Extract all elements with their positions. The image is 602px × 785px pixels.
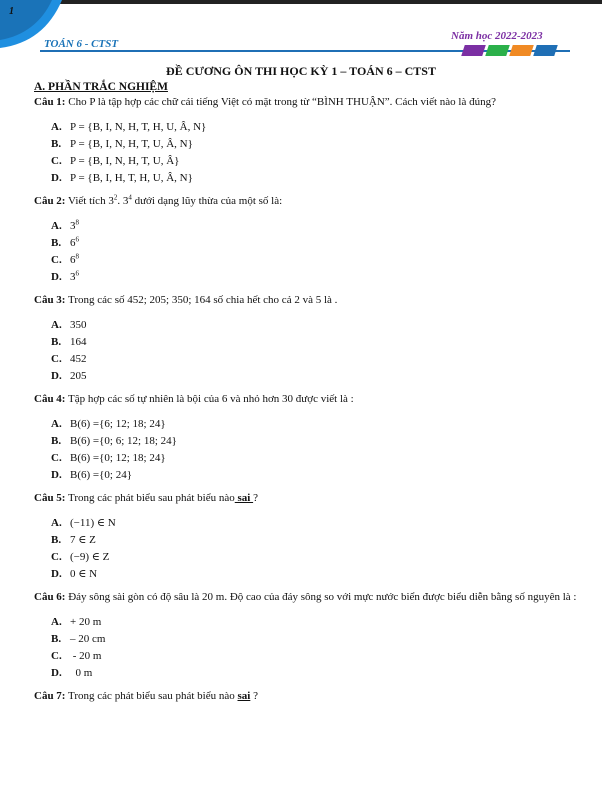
option-letter: A. (51, 319, 62, 331)
option-base: 6 (70, 254, 76, 266)
option-letter: D. (51, 568, 62, 580)
option-text: B(6) ={6; 12; 18; 24} (70, 418, 166, 430)
option-text: 164 (70, 336, 87, 348)
option-4a (51, 416, 579, 433)
option-5b (51, 532, 579, 549)
question-tail: ? (250, 690, 258, 702)
option-letter: B. (51, 138, 62, 150)
question-text: dưới dạng lũy thừa của một số là: (131, 195, 283, 207)
question-2 (34, 194, 579, 209)
subject-label: TOÁN 6 - CTST (44, 38, 119, 50)
expr-base: 3 (122, 195, 129, 207)
option-base: 3 (70, 220, 76, 232)
option-5d (51, 566, 579, 583)
option-3d (51, 368, 579, 385)
option-text: – 20 cm (70, 633, 106, 645)
option-4c (51, 450, 579, 467)
question-label: Câu 5: (34, 492, 66, 504)
question-label: Câu 4: (34, 393, 66, 405)
question-7 (34, 689, 579, 704)
option-6c (51, 648, 579, 665)
option-base: 6 (70, 237, 76, 249)
option-text: B(6) ={0; 12; 18; 24} (70, 452, 166, 464)
option-6b (51, 631, 579, 648)
option-4d (51, 467, 579, 484)
option-2a (51, 218, 579, 235)
option-letter: A. (51, 517, 62, 529)
expr-base: 3 (108, 195, 114, 207)
option-text: + 20 m (70, 616, 102, 628)
question-text: Viết tích (68, 195, 109, 207)
expr-exponent: 4 (128, 193, 132, 202)
option-3b (51, 334, 579, 351)
option-text: P = {B, I, N, H, T, U, Â} (70, 155, 180, 167)
option-exponent: 6 (75, 235, 79, 244)
option-text: (−9) ∈ Z (70, 551, 110, 563)
option-text: (−11) ∈ N (70, 517, 116, 529)
option-2c (51, 252, 579, 269)
option-letter: C. (51, 452, 62, 464)
question-label: Câu 2: (34, 195, 66, 207)
question-text: Trong các phát biểu sau phát biểu nào (68, 492, 235, 504)
option-2b (51, 235, 579, 252)
option-letter: A. (51, 616, 62, 628)
options-2 (51, 218, 579, 286)
question-label: Câu 7: (34, 690, 66, 702)
option-letter: D. (51, 172, 62, 184)
option-letter: B. (51, 534, 62, 546)
option-exponent: 8 (75, 252, 79, 261)
option-6a (51, 614, 579, 631)
option-1a (51, 119, 579, 136)
option-text: B(6) ={0; 24} (70, 469, 132, 481)
option-3a (51, 317, 579, 334)
option-1d (51, 170, 579, 187)
option-3c (51, 351, 579, 368)
expr-exponent: 2 (113, 193, 118, 202)
color-stripes (463, 45, 556, 56)
option-5a (51, 515, 579, 532)
option-letter: A. (51, 418, 62, 430)
stripe-green (485, 45, 510, 56)
expr-dot: . (117, 195, 123, 207)
stripe-blue (533, 45, 558, 56)
option-1b (51, 136, 579, 153)
question-text: Đáy sông sài gòn có độ sâu là 20 m. Độ cao của đáy sông so với mực nước biển được biểu diễn bằng số nguyên là : (68, 591, 577, 603)
option-text: P = {B, I, H, T, H, U, Â, N} (70, 172, 193, 184)
stripe-orange (509, 45, 534, 56)
option-base: 3 (70, 271, 76, 283)
question-label: Câu 6: (34, 591, 66, 603)
options-5 (51, 515, 579, 583)
question-6 (34, 590, 579, 605)
question-4 (34, 392, 579, 407)
question-text: Trong các số 452; 205; 350; 164 số chia hết cho cả 2 và 5 là . (68, 294, 338, 306)
option-letter: D. (51, 370, 62, 382)
option-text: B(6) ={0; 6; 12; 18; 24} (70, 435, 177, 447)
option-text: 205 (70, 370, 87, 382)
option-exponent: 6 (75, 269, 79, 278)
question-3 (34, 293, 579, 308)
emphasis-word: sai (234, 492, 254, 504)
option-letter: C. (51, 254, 62, 266)
question-text: Trong các phát biểu sau phát biểu nào (68, 690, 235, 702)
option-text: P = {B, I, N, H, T, H, U, Â, N} (70, 121, 207, 133)
question-list (34, 95, 579, 704)
question-label: Câu 1: (34, 96, 66, 108)
option-text: 0 m (70, 667, 93, 679)
page-number: 1 (9, 6, 14, 17)
options-3 (51, 317, 579, 385)
options-4 (51, 416, 579, 484)
option-exponent: 8 (75, 218, 79, 227)
document-title: ĐỀ CƯƠNG ÔN THI HỌC KỲ 1 – TOÁN 6 – CTST (166, 64, 436, 78)
option-letter: B. (51, 237, 62, 249)
question-tail: ? (253, 492, 258, 504)
option-letter: D. (51, 667, 62, 679)
option-text: 7 ∈ Z (70, 534, 96, 546)
option-4b (51, 433, 579, 450)
math-expression (108, 195, 132, 207)
question-label: Câu 3: (34, 294, 66, 306)
option-letter: A. (51, 220, 62, 232)
question-text: Cho P là tập hợp các chữ cái tiếng Việt có mặt trong từ “BÌNH THUẬN”. Cách viết nào là đúng? (68, 96, 496, 108)
question-5 (34, 491, 579, 506)
option-text: P = {B, I, N, H, T, U, Â, N} (70, 138, 193, 150)
option-letter: C. (51, 155, 62, 167)
option-letter: B. (51, 633, 62, 645)
option-letter: B. (51, 435, 62, 447)
option-letter: D. (51, 271, 62, 283)
option-text: - 20 m (70, 650, 102, 662)
options-6 (51, 614, 579, 682)
option-letter: C. (51, 650, 62, 662)
option-6d (51, 665, 579, 682)
question-text: Tập hợp các số tự nhiên là bội của 6 và nhỏ hơn 30 được viết là : (68, 393, 354, 405)
option-1c (51, 153, 579, 170)
option-letter: C. (51, 353, 62, 365)
option-text: 0 ∈ N (70, 568, 98, 580)
option-letter: A. (51, 121, 62, 133)
options-1 (51, 119, 579, 187)
question-1 (34, 95, 579, 110)
option-text: 452 (70, 353, 87, 365)
option-2d (51, 269, 579, 286)
option-letter: B. (51, 336, 62, 348)
option-text: 350 (70, 319, 87, 331)
section-heading: A. PHẦN TRẮC NGHIỆM (34, 81, 168, 93)
option-5c (51, 549, 579, 566)
top-border (0, 0, 602, 4)
school-year: Năm học 2022-2023 (451, 30, 543, 42)
stripe-purple (461, 45, 486, 56)
option-letter: C. (51, 551, 62, 563)
emphasis-word: sai (237, 690, 251, 702)
option-letter: D. (51, 469, 62, 481)
